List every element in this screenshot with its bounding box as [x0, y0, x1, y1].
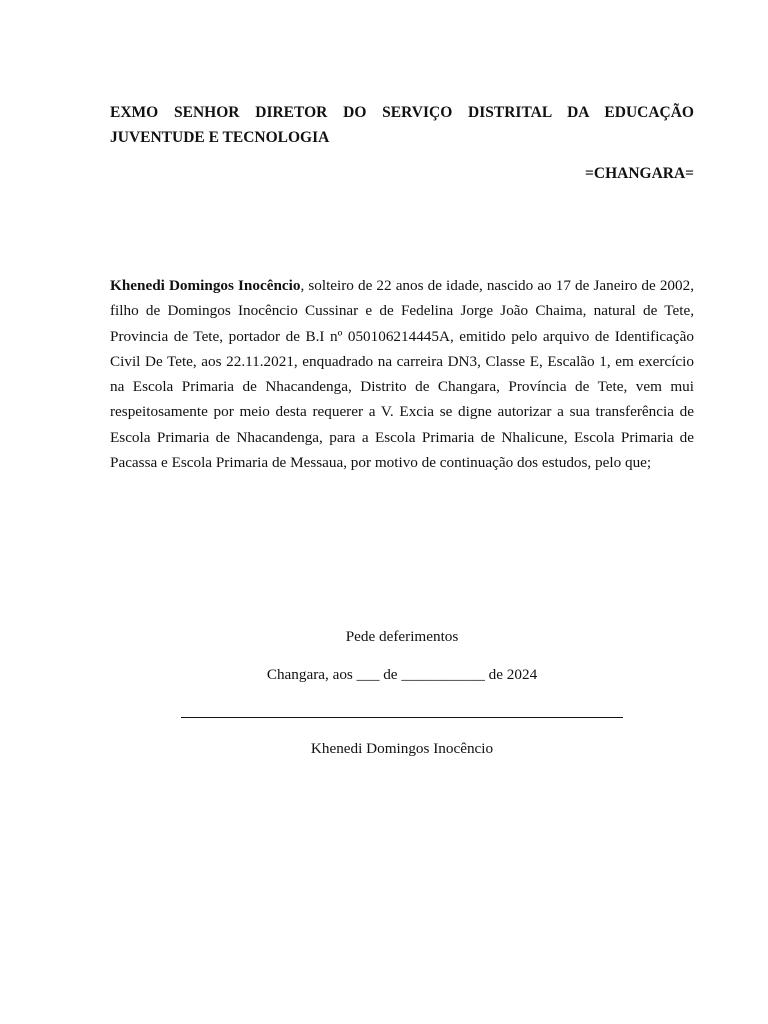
- signature-line: [181, 717, 623, 718]
- addressee-line-1: EXMO SENHOR DIRETOR DO SERVIÇO DISTRITAL DA EDUCAÇÃO: [110, 104, 694, 121]
- requester-name: Khenedi Domingos Inocêncio: [110, 277, 301, 294]
- request-body: [110, 273, 694, 475]
- request-body-text: , solteiro de 22 anos de idade, nascido ao 17 de Janeiro de 2002, filho de Domingos Inocêncio Cussinar e de Fedelina Jorge João Chaima, natural de Tete, Provincia de Tete, portador de B.I nº 050106214445A, emitido pelo arquivo de Identificação Civil De Tete, aos 22.11.2021, enquadrado na carreira DN3, Classe E, Escalão 1, em exercício na Escola Primaria de Nhacandenga, Distrito de Changara, Província de Tete, vem mui respeitosamente por meio desta requerer a V. Excia se digne autorizar a sua transferência de Escola Primaria de Nhacandenga, para a Escola Primaria de Nhalicune, Escola Primaria de Pacassa e Escola Primaria de Messaua, por motivo de continuação dos estudos, pelo que;: [110, 277, 694, 472]
- place-date-line: Changara, aos ___ de ___________ de 2024: [266, 666, 538, 683]
- addressee-line-2: JUVENTUDE E TECNOLOGIA: [110, 129, 330, 146]
- signer-name: Khenedi Domingos Inocêncio: [310, 740, 494, 757]
- addressee-heading: [110, 100, 694, 150]
- location-heading: =CHANGARA=: [585, 165, 694, 182]
- closing-request: Pede deferimentos: [345, 628, 459, 645]
